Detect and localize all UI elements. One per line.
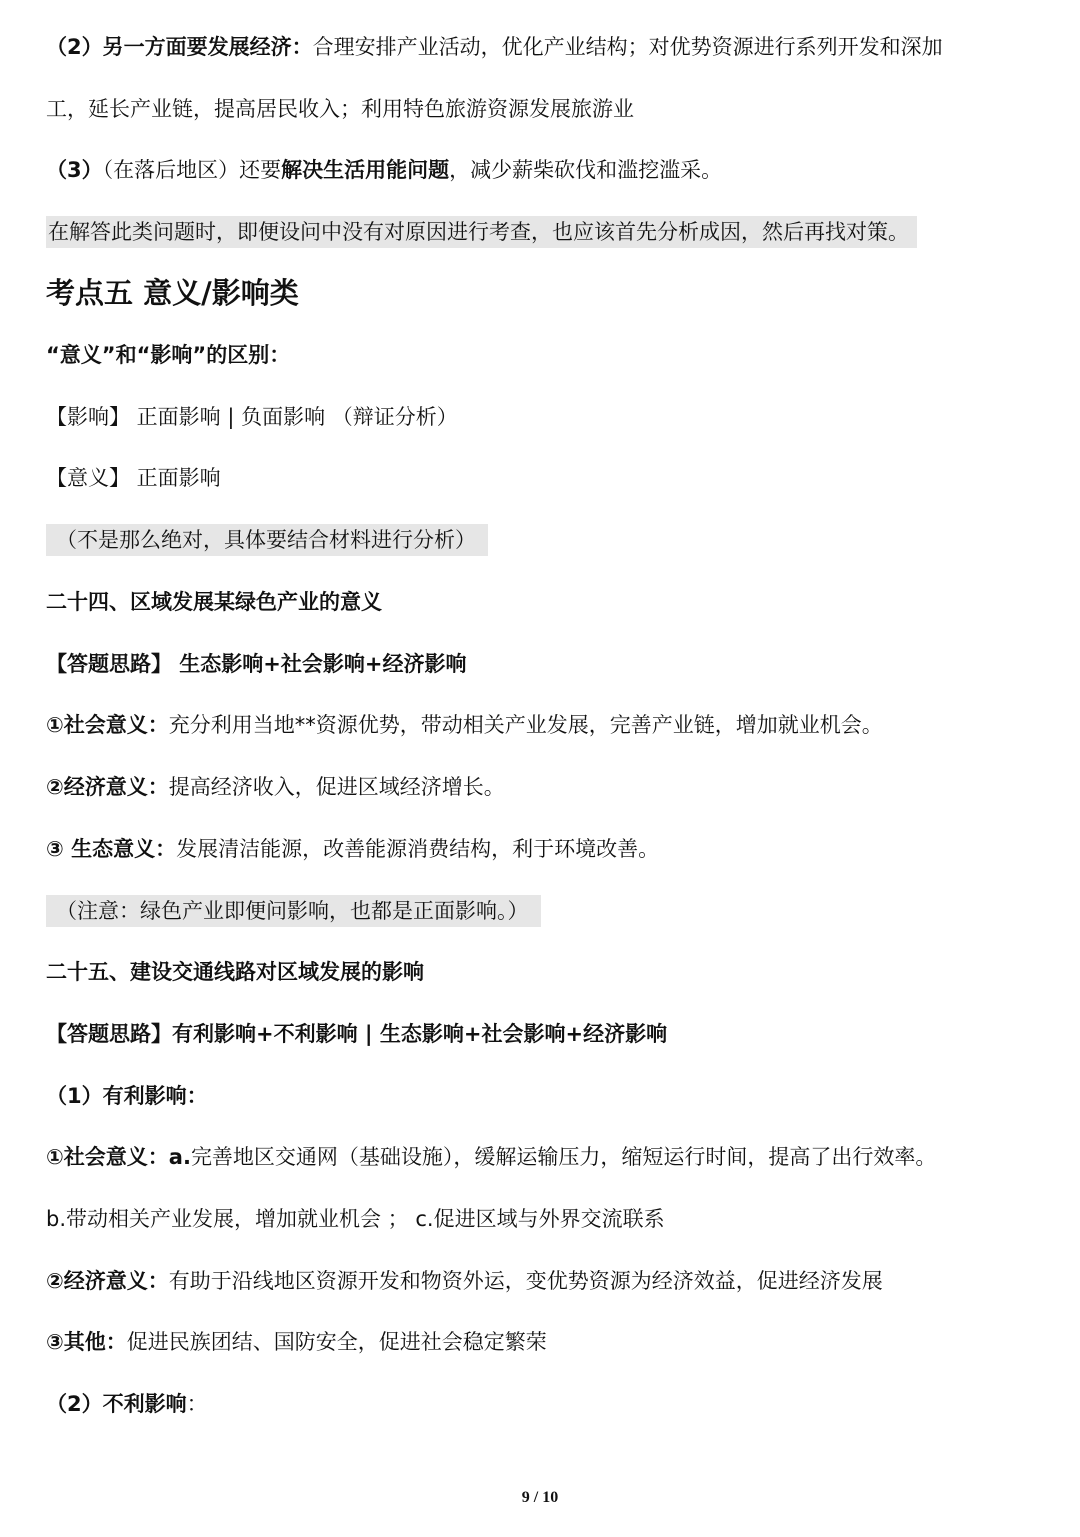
text-social-24: 充分利用当地**资源优势，带动相关产业发展，完善产业链，增加就业机会。	[168, 713, 883, 737]
item-ecological-significance-24	[46, 834, 1060, 864]
item-other-significance-25	[46, 1327, 1060, 1357]
label-economic-25: ②经济意义：	[46, 1269, 169, 1293]
label-other-25: ③其他：	[46, 1330, 127, 1354]
text-energy-bold: 解决生活用能问题	[281, 158, 450, 182]
paragraph-energy-issue	[46, 155, 1060, 185]
heading-section-25: 二十五、建设交通线路对区域发展的影响	[46, 960, 424, 984]
heading-kaodian-5: 考点五 意义/影响类	[46, 276, 299, 310]
definition-significance: 【意义】 正面影响	[46, 466, 221, 490]
item-social-significance-25-cont: b.带动相关产业发展，增加就业机会 ； c.促进区域与外界交流联系	[46, 1207, 665, 1231]
text-economic-25: 有助于沿线地区资源开发和物资外运，变优势资源为经济效益，促进经济发展	[168, 1269, 883, 1293]
note-green-industry	[46, 896, 1060, 926]
definition-impact: 【影响】 正面影响 | 负面影响 （辩证分析）	[46, 405, 458, 429]
subheading-difference: “意义”和“影响”的区别：	[46, 343, 291, 367]
subheading-negative-impact	[46, 1389, 1060, 1419]
text-develop-economy: 合理安排产业活动，优化产业结构；对优势资源进行系列开发和深加	[312, 35, 943, 59]
paragraph-develop-economy-cont: 工，延长产业链，提高居民收入；利用特色旅游资源发展旅游业	[46, 97, 634, 121]
text-other-25: 促进民族团结、国防安全，促进社会稳定繁荣	[126, 1330, 547, 1354]
subheading-positive-impact: （1）有利影响：	[46, 1084, 208, 1108]
item-social-significance-25	[46, 1142, 1060, 1172]
text-economic-24: 提高经济收入，促进区域经济增长。	[168, 775, 505, 799]
label-item-3: （3）	[46, 158, 103, 182]
item-social-significance-24	[46, 710, 1060, 740]
text-ecological-24: 发展清洁能源，改善能源消费结构，利于环境改善。	[176, 837, 660, 861]
text-social-25: 完善地区交通网（基础设施），缓解运输压力，缩短运行时间，提高了出行效率。	[190, 1145, 937, 1169]
note-analysis-tip	[46, 217, 1060, 247]
label-negative-impact-colon: ：	[186, 1392, 208, 1416]
paragraph-develop-economy	[46, 32, 1060, 62]
label-ecological-24: ③ 生态意义：	[46, 837, 177, 861]
item-economic-significance-24	[46, 772, 1060, 802]
label-social-25: ①社会意义：a.	[46, 1145, 191, 1169]
note-analysis-tip-text: 在解答此类问题时，即便设问中没有对原因进行考查，也应该首先分析成因，然后再找对策。	[46, 216, 917, 248]
answer-approach-24: 【答题思路】 生态影响+社会影响+经济影响	[46, 652, 467, 676]
page-number: 9 / 10	[521, 1489, 559, 1506]
item-economic-significance-25	[46, 1266, 1060, 1296]
label-social-24: ①社会意义：	[46, 713, 169, 737]
label-negative-impact: （2）不利影响	[46, 1392, 187, 1416]
note-not-absolute	[46, 525, 1060, 555]
note-green-industry-text: （注意：绿色产业即便问影响，也都是正面影响。）	[46, 895, 541, 927]
text-energy-prefix: （在落后地区）还要	[102, 158, 282, 182]
label-develop-economy: （2）另一方面要发展经济：	[46, 35, 313, 59]
label-economic-24: ②经济意义：	[46, 775, 169, 799]
text-energy-suffix: ，减少薪柴砍伐和滥挖滥采。	[449, 158, 723, 182]
note-not-absolute-text: （不是那么绝对，具体要结合材料进行分析）	[46, 524, 488, 556]
answer-approach-25: 【答题思路】有利影响+不利影响 | 生态影响+社会影响+经济影响	[46, 1022, 668, 1046]
heading-section-24: 二十四、区域发展某绿色产业的意义	[46, 590, 382, 614]
